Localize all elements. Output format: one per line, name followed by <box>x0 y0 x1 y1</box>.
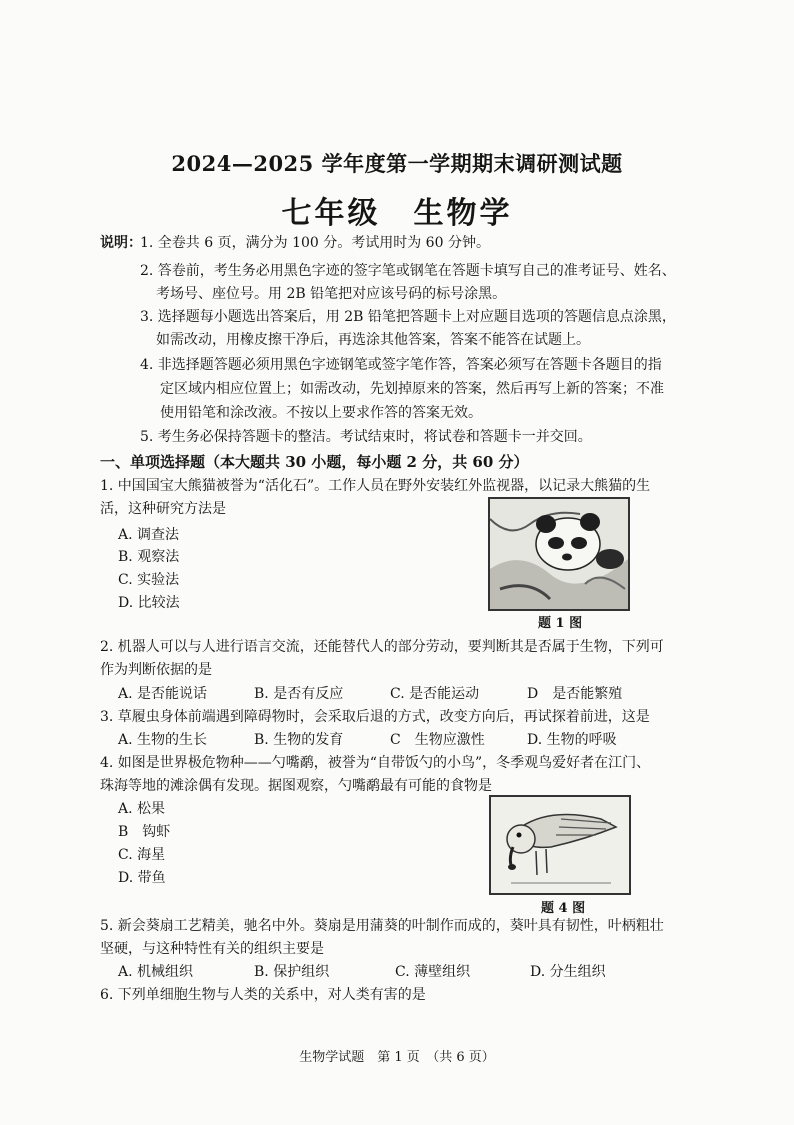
instruction-line: 如需改动，用橡皮擦干净后，再选涂其他答案，答案不能答在试题上。 <box>156 332 590 348</box>
question-4-text: 珠海等地的滩涂偶有发现。据图观察，勺嘴鹬最有可能的食物是 <box>100 778 492 794</box>
question-2-text: 作为判断依据的是 <box>100 662 212 678</box>
question-1-text: 活，这种研究方法是 <box>100 501 226 517</box>
q2-option-c: C. 是否能运动 <box>390 686 480 702</box>
panda-figure <box>488 497 630 611</box>
q4-option-a: A. 松果 <box>118 801 166 817</box>
figure-4-caption: 题 4 图 <box>541 901 586 916</box>
q2-option-a: A. 是否能说话 <box>118 686 208 702</box>
question-5-text: 5. 新会葵扇工艺精美，驰名中外。葵扇是用蒲葵的叶制作而成的，葵叶具有韧性，叶柄粗壮 <box>100 918 664 934</box>
q4-option-b: B 钩虾 <box>118 824 171 840</box>
exam-title: 2024—2025 学年度第一学期期末调研测试题 <box>171 151 623 176</box>
q2-option-d: D 是否能繁殖 <box>527 686 623 702</box>
question-3-text: 3. 草履虫身体前端遇到障碍物时，会采取后退的方式，改变方向后，再试探着前进，这是 <box>100 709 650 725</box>
instruction-line: 考场号、座位号。用 2B 铅笔把对应该号码的标号涂黑。 <box>156 286 507 302</box>
q1-option-a: A. 调查法 <box>118 527 180 543</box>
q5-option-a: A. 机械组织 <box>118 964 194 980</box>
instruction-line: 定区域内相应位置上；如需改动，先划掉原来的答案，然后再写上新的答案；不准 <box>160 381 664 397</box>
q1-option-b: B. 观察法 <box>118 549 180 565</box>
question-1-text: 1. 中国国宝大熊猫被誉为“活化石”。工作人员在野外安装红外监视器，以记录大熊猫的生 <box>100 478 651 494</box>
instructions-label: 说明： <box>100 235 142 251</box>
figure-1-caption: 题 1 图 <box>538 616 583 631</box>
spoon-billed-sandpiper-image <box>491 797 629 893</box>
instruction-line: 4. 非选择题答题必须用黑色字迹钢笔或签字笔作答，答案必须写在答题卡各题目的指 <box>140 357 662 373</box>
question-4-text: 4. 如图是世界极危物种——勺嘴鹬，被誉为“自带饭勺的小鸟”，冬季观鸟爱好者在江门、 <box>100 755 651 771</box>
question-5-text: 坚硬，与这种特性有关的组织主要是 <box>100 941 324 957</box>
q4-option-d: D. 带鱼 <box>118 870 166 886</box>
panda-image <box>490 499 628 609</box>
instruction-line: 使用铅笔和涂改液。不按以上要求作答的答案无效。 <box>160 405 482 421</box>
bird-figure <box>489 795 631 895</box>
page-footer: 生物学试题 第 1 页 （共 6 页） <box>299 1050 495 1065</box>
section-heading: 一、单项选择题（本大题共 30 小题，每小题 2 分，共 60 分） <box>100 453 529 471</box>
q4-option-c: C. 海星 <box>118 847 166 863</box>
q3-option-d: D. 生物的呼吸 <box>527 732 617 748</box>
q1-option-c: C. 实验法 <box>118 572 180 588</box>
q3-option-a: A. 生物的生长 <box>118 732 208 748</box>
q2-option-b: B. 是否有反应 <box>254 686 344 702</box>
q3-option-c: C 生物应激性 <box>390 732 485 748</box>
q5-option-d: D. 分生组织 <box>530 964 606 980</box>
q3-option-b: B. 生物的发育 <box>254 732 344 748</box>
question-6-text: 6. 下列单细胞生物与人类的关系中，对人类有害的是 <box>100 987 426 1003</box>
exam-subtitle: 七年级 生物学 <box>281 196 513 231</box>
instruction-line: 3. 选择题每小题选出答案后，用 2B 铅笔把答题卡上对应题目选项的答题信息点涂黑， <box>140 309 676 325</box>
question-2-text: 2. 机器人可以与人进行语言交流，还能替代人的部分劳动，要判断其是否属于生物，下列可 <box>100 639 664 655</box>
q5-option-c: C. 薄壁组织 <box>395 964 471 980</box>
q5-option-b: B. 保护组织 <box>254 964 330 980</box>
instruction-line: 5. 考生务必保持答题卡的整洁。考试结束时，将试卷和答题卡一并交回。 <box>140 429 592 445</box>
instruction-line: 2. 答卷前，考生务必用黑色字迹的签字笔或钢笔在答题卡填写自己的准考证号、姓名、 <box>140 263 676 279</box>
instruction-line: 1. 全卷共 6 页，满分为 100 分。考试用时为 60 分钟。 <box>140 235 490 251</box>
q1-option-d: D. 比较法 <box>118 595 180 611</box>
